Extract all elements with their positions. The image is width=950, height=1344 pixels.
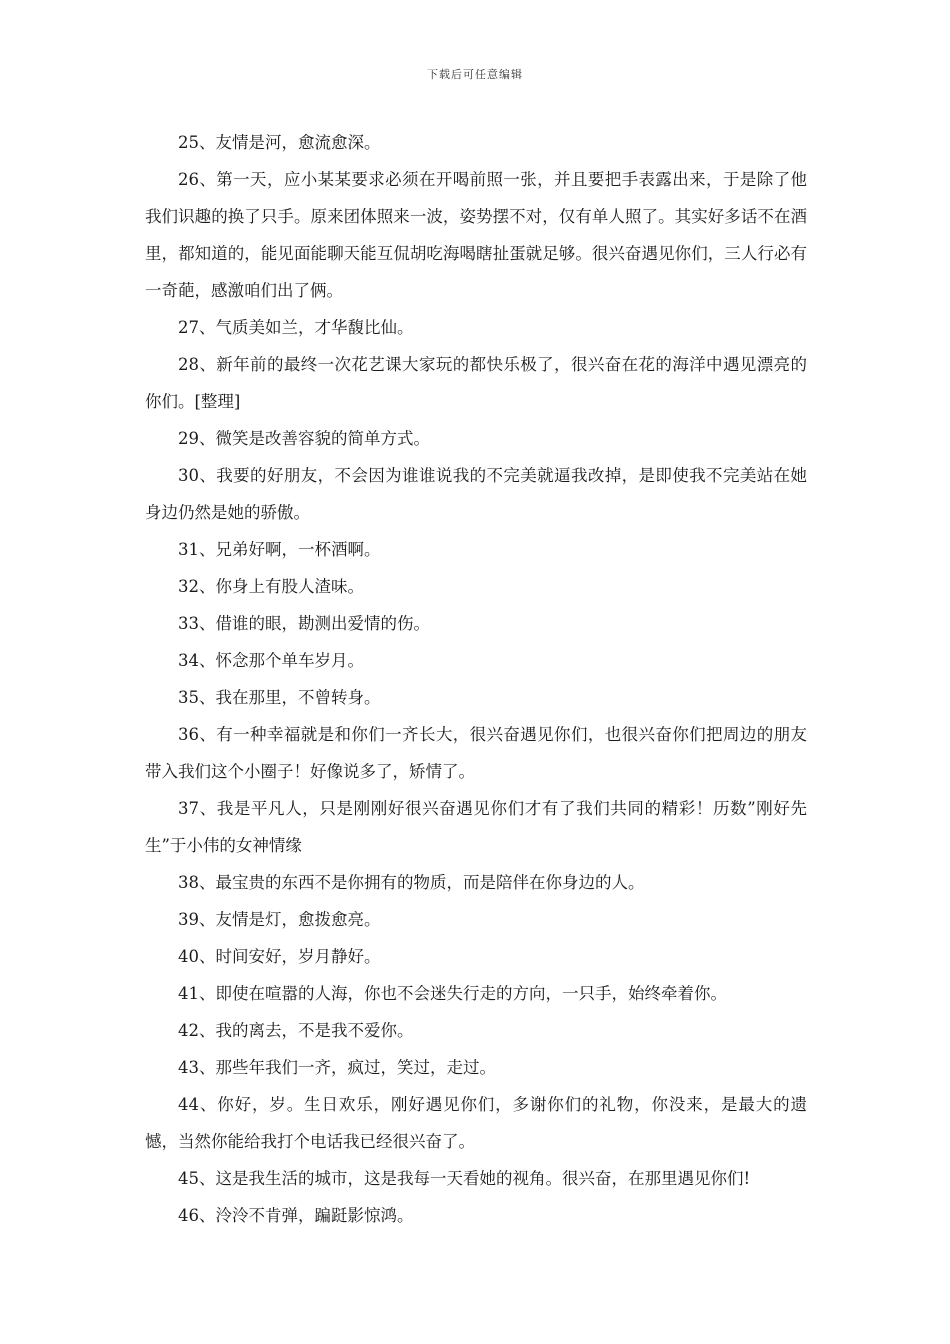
paragraph-25: 25、友情是河，愈流愈深。 <box>178 133 381 152</box>
paragraph-32: 32、你身上有股人渣味。 <box>178 577 364 596</box>
paragraph-35: 35、我在那里，不曾转身。 <box>178 688 381 707</box>
paragraph-29: 29、微笑是改善容貌的简单方式。 <box>178 429 430 448</box>
paragraph-30: 30、我要的好朋友，不会因为谁谁说我的不完美就逼我改掉，是即使我不完美站在她身边仍然是她的骄傲。 <box>145 466 807 522</box>
paragraph-31: 31、兄弟好啊，一杯酒啊。 <box>178 540 381 559</box>
paragraph-37: 37、我是平凡人，只是刚刚好很兴奋遇见你们才有了我们共同的精彩！历数”刚好先生”于小伟的女神情缘 <box>145 799 807 855</box>
paragraph-33: 33、借谁的眼，勘测出爱情的伤。 <box>178 614 430 633</box>
paragraph-45: 45、这是我生活的城市，这是我每一天看她的视角。很兴奋，在那里遇见你们! <box>178 1169 751 1188</box>
paragraph-38: 38、最宝贵的东西不是你拥有的物质，而是陪伴在你身边的人。 <box>178 873 645 892</box>
paragraph-41: 41、即使在喧嚣的人海，你也不会迷失行走的方向，一只手，始终牵着你。 <box>178 984 727 1003</box>
document-body <box>145 124 807 1234</box>
paragraph-28: 28、新年前的最终一次花艺课大家玩的都快乐极了，很兴奋在花的海洋中遇见漂亮的你们。[整理] <box>145 355 807 411</box>
paragraph-27: 27、气质美如兰，才华馥比仙。 <box>178 318 414 337</box>
paragraph-46: 46、泠泠不肯弹，蹁跹影惊鸿。 <box>178 1206 414 1225</box>
paragraph-26: 26、第一天，应小某某要求必须在开喝前照一张，并且要把手表露出来，于是除了他我们识趣的换了只手。原来团体照来一波，姿势摆不对，仅有单人照了。其实好多话不在酒里，都知道的，能见面能聊天能互侃胡吃海喝瞎扯蛋就足够。很兴奋遇见你们，三人行必有一奇葩，感激咱们出了俩。 <box>145 170 807 300</box>
paragraph-36: 36、有一种幸福就是和你们一齐长大，很兴奋遇见你们，也很兴奋你们把周边的朋友带入我们这个小圈子！好像说多了，矫情了。 <box>145 725 807 781</box>
paragraph-42: 42、我的离去，不是我不爱你。 <box>178 1021 414 1040</box>
page-header: 下载后可任意编辑 <box>427 68 523 81</box>
paragraph-34: 34、怀念那个单车岁月。 <box>178 651 364 670</box>
paragraph-39: 39、友情是灯，愈拨愈亮。 <box>178 910 381 929</box>
paragraph-43: 43、那些年我们一齐，疯过，笑过，走过。 <box>178 1058 496 1077</box>
paragraph-40: 40、时间安好，岁月静好。 <box>178 947 381 966</box>
paragraph-44: 44、你好，岁。生日欢乐，刚好遇见你们，多谢你们的礼物，你没来，是最大的遗憾，当然你能给我打个电话我已经很兴奋了。 <box>145 1095 807 1151</box>
